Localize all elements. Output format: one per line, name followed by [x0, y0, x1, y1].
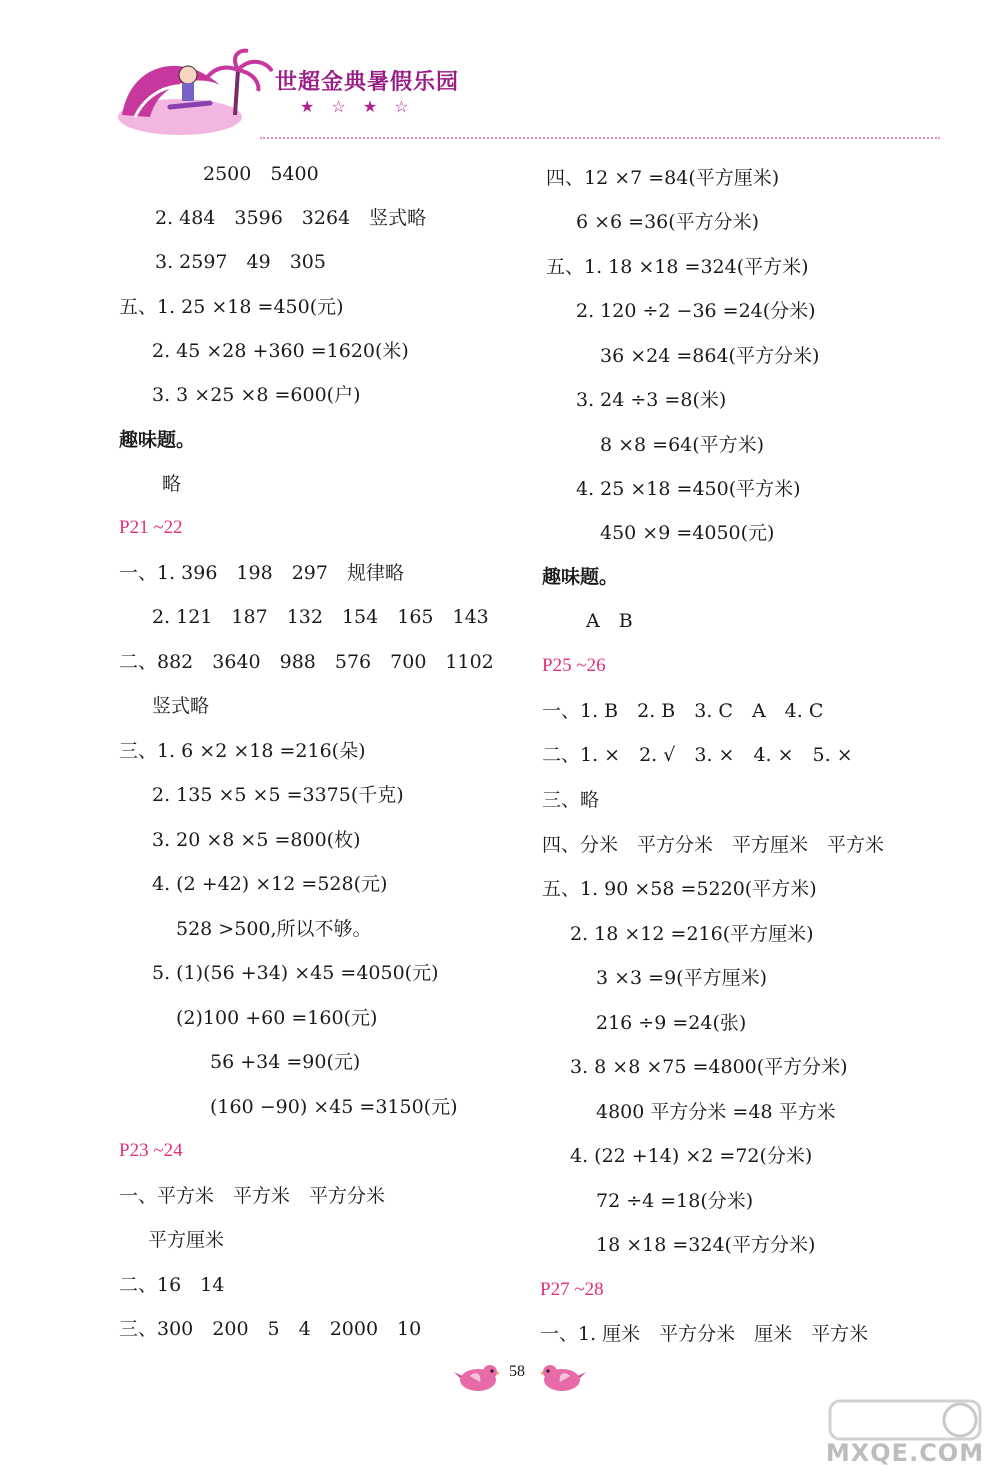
- page-range-heading: P21 ~22: [119, 517, 183, 538]
- series-title: 世超金典暑假乐园: [275, 70, 460, 95]
- watermark-text: MXQE.COM: [825, 1439, 985, 1467]
- answer-line: 一、平方米 平方米 平方分米: [119, 1185, 386, 1207]
- answer-line: 五、1. 25 ×18 =450(元): [119, 296, 344, 318]
- answer-line: 3. 20 ×8 ×5 =800(枚): [152, 829, 361, 851]
- answer-line: 6 ×6 =36(平方分米): [576, 211, 760, 233]
- answer-line: 56 +34 =90(元): [210, 1051, 361, 1073]
- answer-line: 四、分米 平方分米 平方厘米 平方米: [542, 834, 885, 856]
- answer-line: 2. 121 187 132 154 165 143: [152, 606, 489, 628]
- answer-line: 3. 2597 49 305: [155, 251, 326, 273]
- answer-line: 三、1. 6 ×2 ×18 =216(朵): [119, 740, 366, 762]
- answer-line: 216 ÷9 =24(张): [596, 1012, 747, 1034]
- answer-line: 略: [162, 473, 182, 495]
- fun-question-heading: 趣味题。: [542, 566, 619, 588]
- answer-line: 2. 135 ×5 ×5 =3375(千克): [152, 784, 404, 806]
- decorative-stars: ★ ☆ ★ ☆: [300, 97, 415, 116]
- answer-line: 五、1. 90 ×58 =5220(平方米): [542, 878, 817, 900]
- answer-line: 4. 25 ×18 =450(平方米): [576, 478, 801, 500]
- answer-line: 二、16 14: [119, 1274, 225, 1296]
- page-header: [110, 45, 940, 145]
- answer-line: 一、1. 厘米 平方分米 厘米 平方米: [540, 1323, 869, 1345]
- answer-line: 18 ×18 =324(平方分米): [596, 1234, 816, 1256]
- answer-line: 3. 3 ×25 ×8 =600(户): [152, 384, 361, 406]
- answer-line: 528 >500,所以不够。: [176, 918, 372, 940]
- answer-line: 3 ×3 =9(平方厘米): [596, 967, 768, 989]
- answer-line: 2. 484 3596 3264 竖式略: [155, 207, 427, 229]
- answer-line: 一、1. 396 198 297 规律略: [119, 562, 404, 584]
- answer-line: (160 −90) ×45 =3150(元): [210, 1096, 458, 1118]
- watermark: [820, 1395, 990, 1475]
- page-range-heading: P27 ~28: [540, 1279, 604, 1300]
- surfing-boy-icon: [110, 45, 280, 140]
- page-range-heading: P25 ~26: [542, 655, 606, 676]
- answer-line: 四、12 ×7 =84(平方厘米): [546, 167, 780, 189]
- answer-line: 2. 120 ÷2 −36 =24(分米): [576, 300, 816, 322]
- page-range-heading: P23 ~24: [119, 1140, 183, 1161]
- answer-line: 72 ÷4 =18(分米): [596, 1190, 754, 1212]
- answer-line: 平方厘米: [148, 1229, 225, 1251]
- answer-line: A B: [586, 610, 633, 632]
- header-dotted-divider: [260, 137, 940, 139]
- answer-line: (2)100 +60 =160(元): [176, 1007, 378, 1029]
- fun-question-heading: 趣味题。: [119, 429, 196, 451]
- answer-line: 3. 24 ÷3 =8(米): [576, 389, 727, 411]
- answer-line: 36 ×24 =864(平方分米): [600, 345, 820, 367]
- answer-line: 3. 8 ×8 ×75 =4800(平方分米): [570, 1056, 848, 1078]
- bird-icon: [452, 1360, 500, 1394]
- answer-line: 4800 平方分米 =48 平方米: [596, 1101, 836, 1123]
- watermark-logo-icon: [820, 1395, 990, 1445]
- answer-line: 4. (22 +14) ×2 =72(分米): [570, 1145, 813, 1167]
- answer-line: 三、300 200 5 4 2000 10: [119, 1318, 422, 1340]
- answer-line: 一、1. B 2. B 3. C A 4. C: [542, 700, 824, 722]
- answer-line: 4. (2 +42) ×12 =528(元): [152, 873, 388, 895]
- page-number: 58: [509, 1363, 525, 1380]
- answer-line: 8 ×8 =64(平方米): [600, 434, 765, 456]
- answer-line: 2. 18 ×12 =216(平方厘米): [570, 923, 814, 945]
- answer-line: 2500 5400: [203, 163, 319, 185]
- answer-line: 竖式略: [152, 695, 210, 717]
- answer-line: 二、1. × 2. √ 3. × 4. × 5. ×: [542, 744, 853, 766]
- answer-line: 二、882 3640 988 576 700 1102: [119, 651, 494, 673]
- answer-line: 2. 45 ×28 +360 =1620(米): [152, 340, 409, 362]
- page-footer: [0, 1360, 1000, 1400]
- bird-icon: [540, 1360, 588, 1394]
- answer-line: 三、略: [542, 789, 600, 811]
- answer-line: 450 ×9 =4050(元): [600, 522, 775, 544]
- answer-line: 5. (1)(56 +34) ×45 =4050(元): [152, 962, 439, 984]
- answer-line: 五、1. 18 ×18 =324(平方米): [546, 256, 809, 278]
